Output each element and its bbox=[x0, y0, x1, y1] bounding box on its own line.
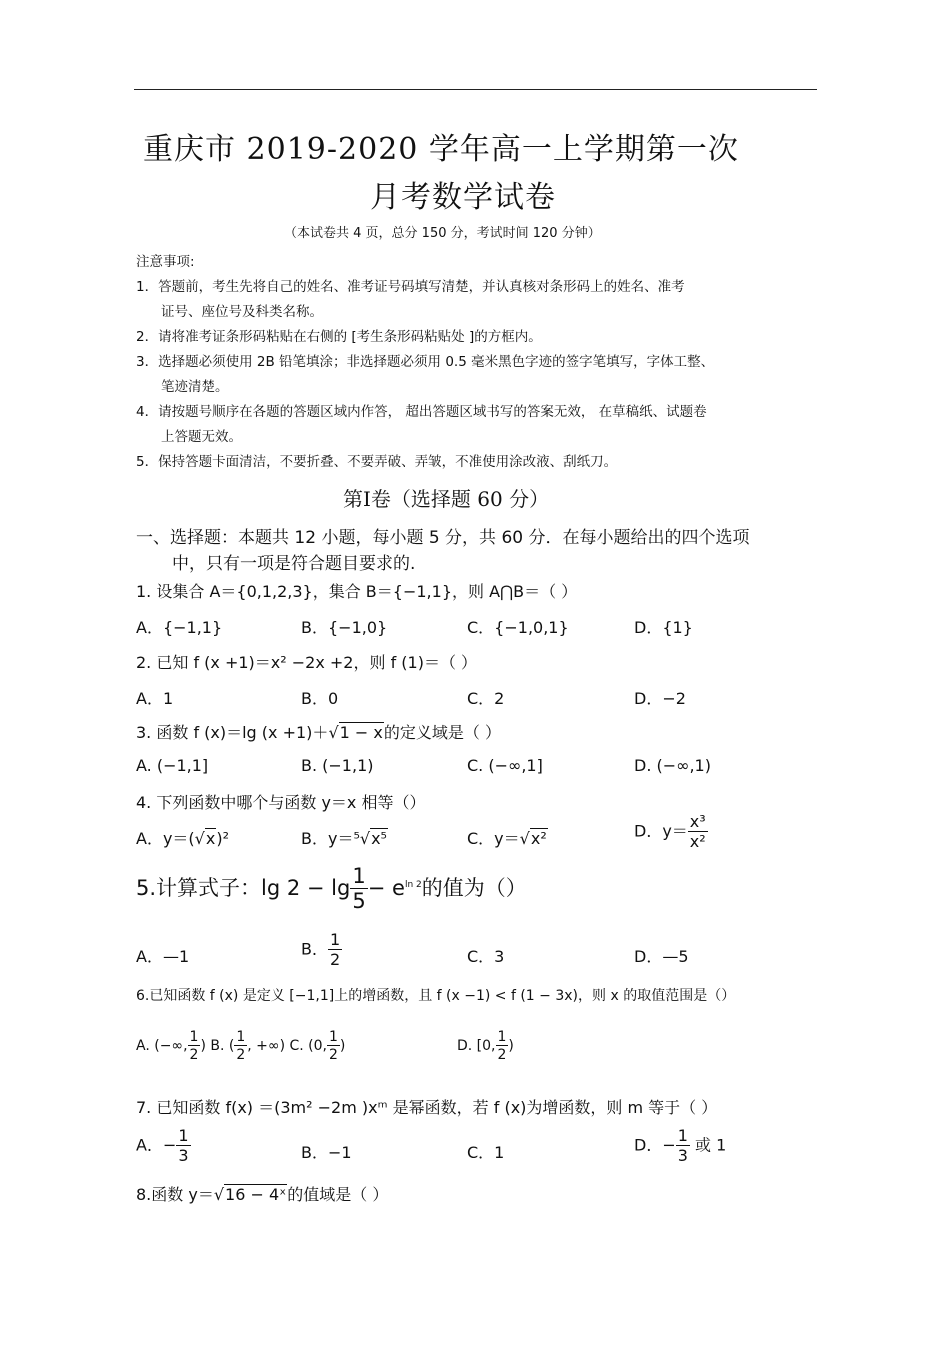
question-5 bbox=[136, 866, 527, 912]
q7-option-d bbox=[634, 1128, 726, 1164]
question-6: 6.已知函数 f (x) 是定义 [−1,1]上的增函数，且 f (x −1) < f (1 − 3x)，则 x 的取值范围是（） bbox=[136, 988, 736, 1004]
q6-a-denominator: 2 bbox=[189, 1047, 199, 1063]
note-1b: 证号、座位号及科类名称。 bbox=[161, 304, 323, 320]
note-1a: 1．答题前，考生先将自己的姓名、准考证号码填写清楚，并认真核对条形码上的姓名、准考 bbox=[136, 279, 685, 295]
q6-option-d bbox=[457, 1030, 514, 1062]
top-rule bbox=[134, 89, 817, 90]
q3-option-d: D. (−∞,1) bbox=[634, 756, 711, 775]
note-2: 2．请将准考证条形码粘贴在右侧的 [考生条形码粘贴处 ]的方框内。 bbox=[136, 329, 542, 345]
q6-d-numerator: 1 bbox=[497, 1029, 507, 1045]
q4-option-c: C．y＝√x² bbox=[467, 829, 547, 848]
q7-a-numerator: 1 bbox=[178, 1126, 189, 1145]
q5-option-c: C．3 bbox=[467, 947, 505, 966]
q6-options-abc bbox=[136, 1030, 345, 1062]
q5-b-prefix: B． bbox=[301, 939, 328, 959]
q6-b-numerator: 1 bbox=[236, 1029, 246, 1045]
note-3b: 笔迹清楚。 bbox=[161, 379, 229, 395]
q4-option-d bbox=[634, 814, 708, 850]
notes-heading: 注意事项: bbox=[136, 254, 195, 270]
q6-d-suffix: ) bbox=[508, 1038, 514, 1054]
q5-option-b bbox=[301, 932, 342, 968]
q1-option-c: C．{−1,0,1} bbox=[467, 618, 569, 637]
q7-d-denominator: 3 bbox=[677, 1146, 688, 1165]
q5-prefix: 5.计算式子：lg 2 − lg bbox=[136, 876, 351, 900]
q2-option-b: B．0 bbox=[301, 689, 339, 708]
q5-exponent: ln 2 bbox=[404, 880, 422, 890]
q3-suffix: 的定义域是（ ） bbox=[383, 723, 501, 742]
section-intro-2: 中，只有一项是符合题目要求的. bbox=[172, 554, 416, 574]
q3-option-c: C. (−∞,1] bbox=[467, 756, 543, 775]
question-7: 7. 已知函数 f(x) ＝(3m² −2m )xᵐ 是幂函数，若 f (x)为增函数，则 m 等于（ ） bbox=[136, 1098, 718, 1117]
q5-numerator: 1 bbox=[352, 864, 366, 888]
q6-a-numerator: 1 bbox=[189, 1029, 199, 1045]
question-4: 4. 下列函数中哪个与函数 y＝x 相等（） bbox=[136, 793, 426, 812]
q4-d-numerator: x³ bbox=[689, 812, 706, 831]
q6-b-denominator: 2 bbox=[236, 1047, 246, 1063]
q3-radicand: 1 − x bbox=[339, 723, 383, 742]
q1-option-b: B．{−1,0} bbox=[301, 618, 388, 637]
q8-prefix: 8.函数 y＝ bbox=[136, 1185, 214, 1204]
question-3: 3. 函数 f (x)＝lg (x +1)＋√1 − x的定义域是（ ） bbox=[136, 723, 501, 742]
q5-option-a: A．—1 bbox=[136, 947, 190, 966]
q4-b-prefix: B．y＝⁵ bbox=[301, 829, 360, 848]
section-title: 第Ⅰ卷（选择题 60 分） bbox=[343, 487, 550, 511]
q6-option-c bbox=[289, 1029, 346, 1063]
q4-b-radicand: x⁵ bbox=[371, 829, 387, 848]
q4-a-prefix: A．y＝( bbox=[136, 829, 195, 848]
q3-option-a: A. (−1,1] bbox=[136, 756, 209, 775]
q7-a-denominator: 3 bbox=[178, 1146, 189, 1165]
note-5: 5．保持答题卡面清洁，不要折叠、不要弄破、弄皱，不准使用涂改液、刮纸刀。 bbox=[136, 454, 618, 470]
q7-a-prefix: A．− bbox=[136, 1135, 177, 1155]
q6-b-prefix: B. ( bbox=[210, 1038, 235, 1054]
q6-a-prefix: A. (−∞, bbox=[136, 1038, 188, 1054]
q6-c-numerator: 1 bbox=[329, 1029, 338, 1045]
q6-c-prefix: C. (0, bbox=[289, 1038, 327, 1054]
q6-d-denominator: 2 bbox=[497, 1047, 507, 1063]
q7-option-c: C．1 bbox=[467, 1143, 505, 1162]
q6-b-suffix: , +∞) bbox=[247, 1038, 286, 1054]
q7-d-prefix: D．− bbox=[634, 1135, 676, 1155]
q5-b-numerator: 1 bbox=[329, 930, 341, 949]
q7-d-numerator: 1 bbox=[677, 1126, 688, 1145]
q6-a-suffix: ) bbox=[200, 1038, 206, 1054]
q4-a-suffix: )² bbox=[216, 829, 229, 848]
q6-d-prefix: D. [0, bbox=[457, 1038, 496, 1054]
q4-d-prefix: D．y＝ bbox=[634, 821, 688, 841]
q7-option-b: B．−1 bbox=[301, 1143, 352, 1162]
q4-c-prefix: C．y＝ bbox=[467, 829, 520, 848]
q6-option-a bbox=[136, 1029, 206, 1063]
title-line-2: 月考数学试卷 bbox=[370, 180, 556, 215]
note-3a: 3．选择题必须使用 2B 铅笔填涂；非选择题必须用 0.5 毫米黑色字迹的签字笔填写，字体工整、 bbox=[136, 354, 715, 370]
q8-radicand: 16 − 4ˣ bbox=[225, 1185, 287, 1204]
q7-option-a bbox=[136, 1128, 191, 1164]
q3-prefix: 3. 函数 f (x)＝lg (x +1)＋ bbox=[136, 723, 329, 742]
q5-minus-e: − e bbox=[367, 876, 405, 900]
q4-option-a: A．y＝(√x)² bbox=[136, 829, 229, 848]
q1-option-d: D．{1} bbox=[634, 618, 693, 637]
q5-option-d: D．—5 bbox=[634, 947, 689, 966]
exam-info-subtitle: （本试卷共 4 页，总分 150 分，考试时间 120 分钟） bbox=[284, 226, 601, 241]
q2-option-a: A．1 bbox=[136, 689, 174, 708]
note-4b: 上答题无效。 bbox=[161, 429, 242, 445]
q5-suffix: 的值为（） bbox=[421, 876, 527, 900]
q1-option-a: A．{−1,1} bbox=[136, 618, 223, 637]
question-1: 1. 设集合 A＝{0,1,2,3}，集合 B＝{−1,1}，则 A⋂B＝（ ） bbox=[136, 582, 578, 601]
q6-c-suffix: ) bbox=[339, 1038, 346, 1054]
q2-option-c: C．2 bbox=[467, 689, 505, 708]
q3-option-b: B. (−1,1) bbox=[301, 756, 374, 775]
q7-d-suffix: 或 1 bbox=[689, 1135, 727, 1155]
q6-option-b bbox=[210, 1029, 286, 1063]
question-8: 8.函数 y＝√16 − 4ˣ的值域是（ ） bbox=[136, 1185, 389, 1204]
q5-denominator: 5 bbox=[352, 889, 366, 913]
q4-option-b: B．y＝⁵√x⁵ bbox=[301, 829, 387, 848]
note-4a: 4．请按题号顺序在各题的答题区域内作答， 超出答题区域书写的答案无效， 在草稿纸、试题卷 bbox=[136, 404, 707, 420]
q5-b-denominator: 2 bbox=[329, 950, 341, 969]
q4-c-radicand: x² bbox=[530, 829, 547, 848]
q4-d-denominator: x² bbox=[689, 832, 706, 851]
title-line-1: 重庆市 2019-2020 学年高一上学期第一次 bbox=[143, 132, 739, 167]
q6-c-denominator: 2 bbox=[329, 1047, 338, 1063]
q8-suffix: 的值域是（ ） bbox=[287, 1185, 389, 1204]
section-intro-1: 一、选择题：本题共 12 小题，每小题 5 分，共 60 分．在每小题给出的四个选项 bbox=[136, 528, 750, 548]
q2-option-d: D．−2 bbox=[634, 689, 686, 708]
q4-a-radicand: x bbox=[205, 829, 216, 848]
question-2: 2. 已知 f (x +1)＝x² −2x +2，则 f (1)＝（ ） bbox=[136, 653, 478, 672]
